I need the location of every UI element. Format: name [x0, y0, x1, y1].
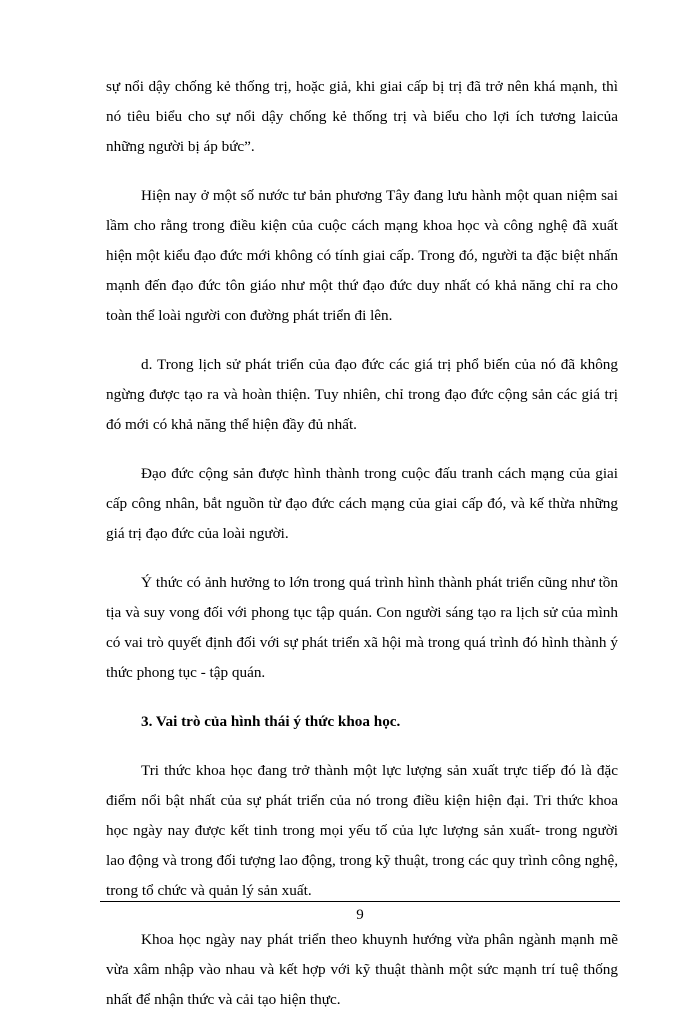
- paragraph-knowledge-force: Tri thức khoa học đang trở thành một lực lượng sản xuất trực tiếp đó là đặc điểm nổi bật nhất của sự phát triển của nó trong điều kiện hiện đại. Tri thức khoa học ngày nay được kết tinh trong mọi yếu tố của lực lượng sản xuất- trong người lao động và trong đối tượng lao động, trong kỹ thuật, trong các quy trình công nghệ, trong tổ chức và quản lý sản xuất.: [106, 762, 618, 899]
- section-heading: 3. Vai trò của hình thái ý thức khoa học.: [141, 713, 401, 730]
- paragraph-science-trend: Khoa học ngày nay phát triển theo khuynh hướng vừa phân ngành mạnh mẽ vừa xâm nhập vào nhau và kết hợp với kỹ thuật thành một sức mạnh trí tuệ thống nhất để nhận thức và cải tạo hiện thực.: [106, 931, 618, 1008]
- paragraph-point-d: d. Trong lịch sử phát triển của đạo đức các giá trị phổ biến của nó đã không ngừng được tạo ra và hoàn thiện. Tuy nhiên, chỉ trong đạo đức cộng sản các giá trị đó mới có khả năng thể hiện đầy đủ nhất.: [106, 356, 618, 433]
- footer-divider: [100, 901, 620, 902]
- page-number: 9: [356, 907, 364, 923]
- paragraph-continuation: sự nổi dậy chống kẻ thống trị, hoặc giả, khi giai cấp bị trị đã trở nên khá mạnh, thì nó tiêu biểu cho sự nổi dậy chống kẻ thống trị và biểu cho lợi ích tương laicủa những người bị áp bức”.: [106, 78, 618, 155]
- page-body: [106, 72, 618, 1034]
- paragraph-western-view: Hiện nay ở một số nước tư bản phương Tây đang lưu hành một quan niệm sai lầm cho rằng trong điều kiện của cuộc cách mạng khoa học và công nghệ đã xuất hiện một kiểu đạo đức mới không có tính giai cấp. Trong đó, người ta đặc biệt nhấn mạnh đến đạo đức tôn giáo như một thứ đạo đức duy nhất có khả năng chỉ ra cho toàn thể loài người con đường phát triển đi lên.: [106, 187, 618, 324]
- paragraph-communist-ethics: Đạo đức cộng sản được hình thành trong cuộc đấu tranh cách mạng của giai cấp công nhân, bắt nguồn từ đạo đức cách mạng của giai cấp đó, và kế thừa những giá trị đạo đức của loài người.: [106, 465, 618, 542]
- paragraph-customs: Ý thức có ảnh hưởng to lớn trong quá trình hình thành phát triển cũng như tồn tịa và suy vong đối với phong tục tập quán. Con người sáng tạo ra lịch sử của mình có vai trò quyết định đối với sự phát triển xã hội mà trong quá trình đó hình thành ý thức phong tục - tập quán.: [106, 574, 618, 681]
